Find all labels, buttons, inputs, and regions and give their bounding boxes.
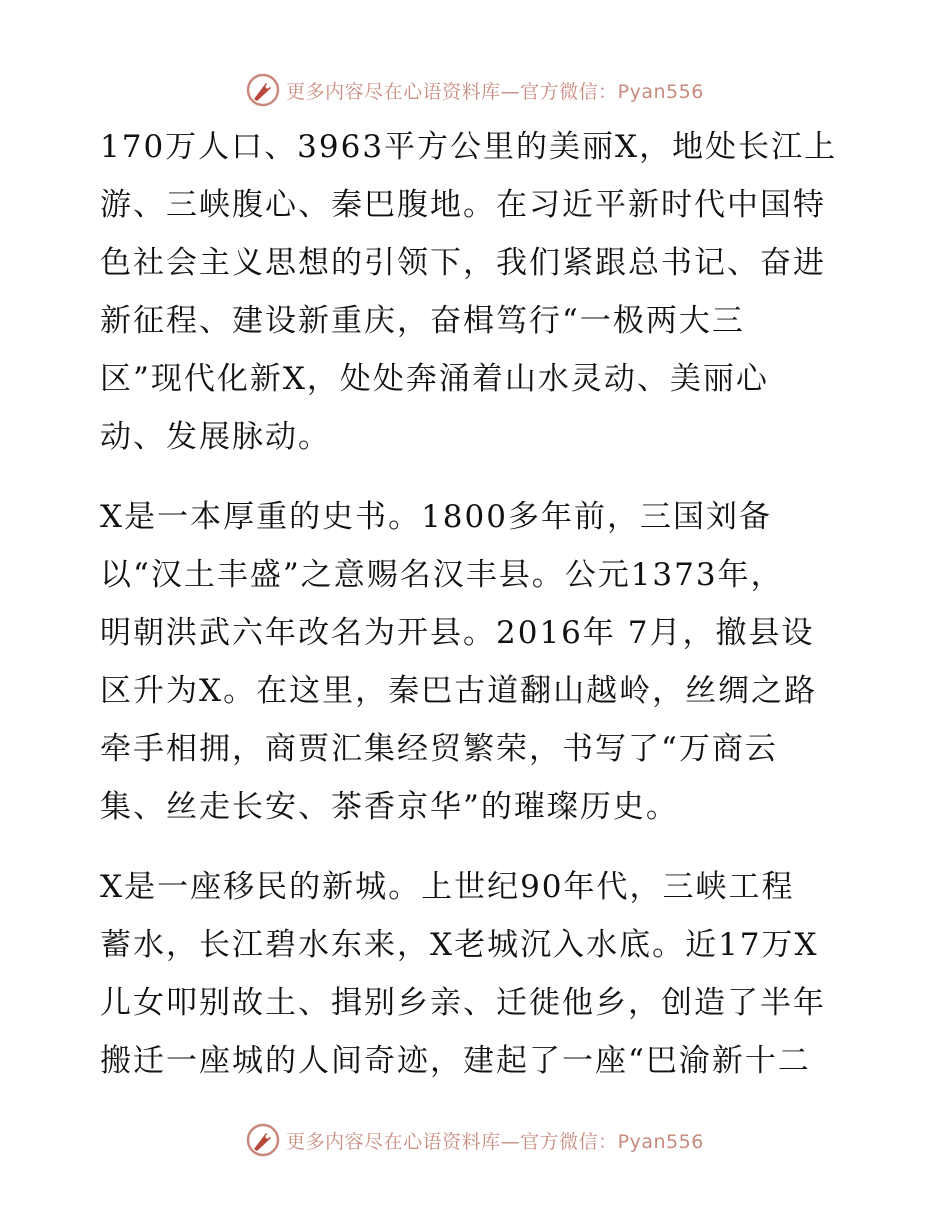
paragraph-1 (100, 118, 860, 466)
watermark-text: 更多内容尽在心语资料库—官方微信：Pyan556 (286, 1130, 704, 1153)
header-watermark (0, 70, 950, 110)
document-body (100, 118, 860, 1112)
text-line: 以“汉土丰盛”之意赐名汉丰县。公元1373年， (100, 557, 784, 593)
pen-nib-logo-icon (246, 73, 280, 107)
text-line: 蓄水，长江碧水东来，X老城沉入水底。近17万X (100, 927, 819, 963)
pen-nib-logo-icon (246, 1123, 280, 1157)
watermark-text: 更多内容尽在心语资料库—官方微信：Pyan556 (286, 80, 704, 103)
paragraph-2 (100, 488, 860, 836)
text-line: X是一座移民的新城。上世纪90年代，三峡工程 (100, 869, 795, 905)
text-line: 区”现代化新X，处处奔涌着山水灵动、美丽心 (100, 361, 769, 397)
text-line: 动、发展脉动。 (100, 419, 331, 455)
text-line: X是一本厚重的史书。1800多年前，三国刘备 (100, 499, 772, 535)
text-line: 新征程、建设新重庆，奋楫笃行“一极两大三 (100, 303, 745, 339)
text-line: 明朝洪武六年改名为开县。2016年 7月，撤县设 (100, 615, 815, 651)
text-line: 搬迁一座城的人间奇迹，建起了一座“巴渝新十二 (100, 1043, 811, 1079)
text-line: 区升为X。在这里，秦巴古道翻山越岭，丝绸之路 (100, 673, 818, 709)
text-line: 儿女叩别故土、揖别乡亲、迁徙他乡，创造了半年 (100, 985, 826, 1021)
text-line: 集、丝走长安、茶香京华”的璀璨历史。 (100, 789, 679, 825)
text-line: 游、三峡腹心、秦巴腹地。在习近平新时代中国特 (100, 187, 826, 223)
text-line: 170万人口、3963平方公里的美丽X，地处长江上 (100, 129, 838, 165)
text-line: 色社会主义思想的引领下，我们紧跟总书记、奋进 (100, 245, 826, 281)
paragraph-3 (100, 858, 860, 1090)
footer-watermark (0, 1120, 950, 1160)
text-line: 牵手相拥，商贾汇集经贸繁荣，书写了“万商云 (100, 731, 778, 767)
